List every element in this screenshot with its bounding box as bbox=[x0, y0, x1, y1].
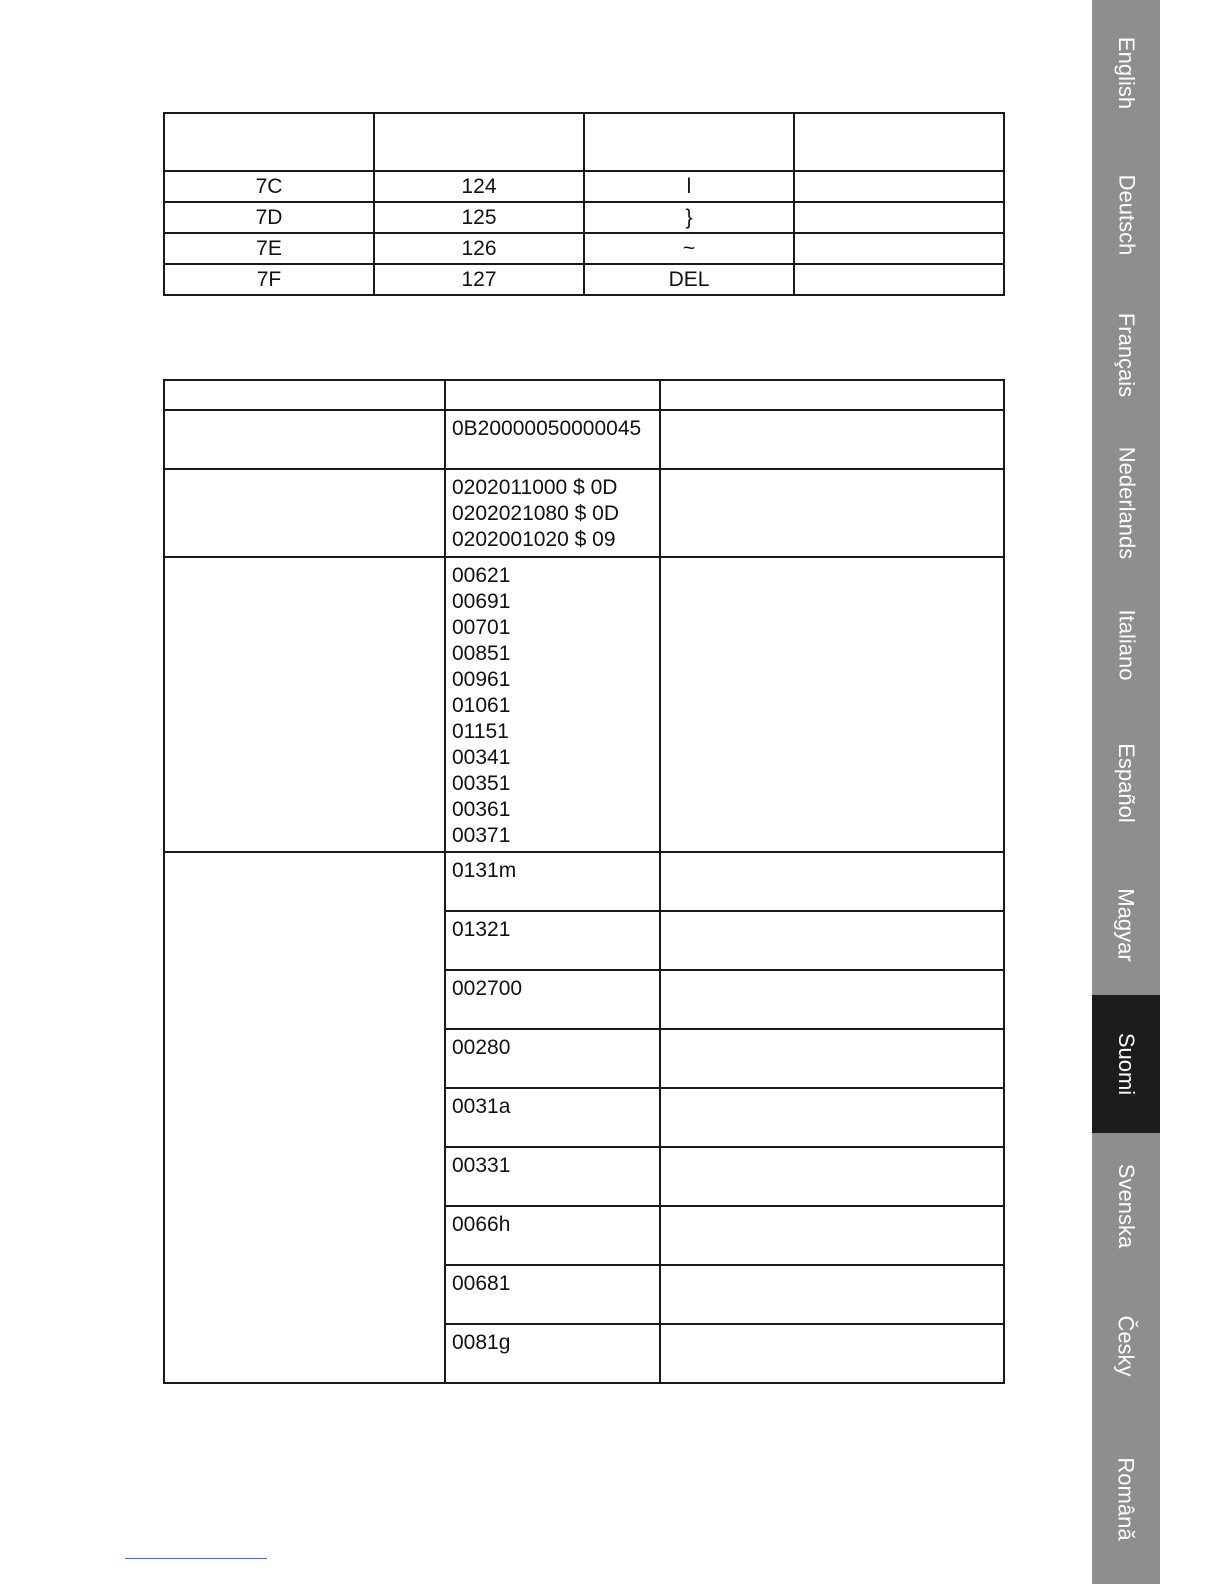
desc-cell bbox=[660, 469, 1004, 557]
table-row bbox=[164, 557, 1004, 852]
tab-label: Română bbox=[1114, 1456, 1139, 1541]
barcode-command-table bbox=[163, 379, 1005, 1384]
tab-label: Suomi bbox=[1113, 1032, 1139, 1096]
table-row bbox=[164, 171, 1004, 202]
header-cell bbox=[660, 380, 1004, 410]
dec-cell: 125 bbox=[374, 202, 584, 233]
code-line: 0202001020 $ 09 bbox=[452, 528, 616, 551]
code-line: 00621 bbox=[452, 564, 511, 587]
code-cell: 0031a bbox=[445, 1088, 660, 1147]
tab-label: English bbox=[1114, 36, 1139, 109]
tab-label: Nederlands bbox=[1114, 446, 1140, 559]
tab-francais[interactable] bbox=[1092, 285, 1160, 425]
footer-rule bbox=[125, 1558, 267, 1559]
tab-espanol[interactable] bbox=[1092, 710, 1160, 855]
desc-cell bbox=[660, 852, 1004, 911]
code-cell: 00681 bbox=[445, 1265, 660, 1324]
tab-label: Deutsch bbox=[1114, 174, 1139, 256]
tab-deutsch[interactable] bbox=[1092, 145, 1160, 285]
hex-cell: 7F bbox=[164, 264, 374, 295]
desc-cell bbox=[660, 1029, 1004, 1088]
table-row bbox=[164, 852, 1004, 911]
char-cell: l bbox=[584, 171, 794, 202]
tab-label: Español bbox=[1114, 742, 1140, 823]
code-line: 00961 bbox=[452, 668, 511, 691]
extra-cell bbox=[794, 264, 1004, 295]
code-line: 00371 bbox=[452, 824, 511, 847]
ascii-table bbox=[163, 112, 1005, 296]
code-line: 0202021080 $ 0D bbox=[452, 502, 619, 525]
table-row bbox=[164, 410, 1004, 469]
tab-cesky[interactable] bbox=[1092, 1278, 1160, 1413]
char-cell: DEL bbox=[584, 264, 794, 295]
desc-cell bbox=[660, 911, 1004, 970]
code-cell: 0131m bbox=[445, 852, 660, 911]
header-cell bbox=[584, 113, 794, 171]
header-cell bbox=[374, 113, 584, 171]
header-cell bbox=[164, 113, 374, 171]
desc-cell bbox=[660, 410, 1004, 469]
tab-magyar[interactable] bbox=[1092, 855, 1160, 995]
table-row bbox=[164, 264, 1004, 295]
desc-cell bbox=[660, 1265, 1004, 1324]
header-cell bbox=[164, 380, 445, 410]
code-line: 0B20000050000045 bbox=[452, 417, 642, 440]
code-cell: 00280 bbox=[445, 1029, 660, 1088]
tab-label: Česky bbox=[1114, 1314, 1139, 1377]
code-cell bbox=[445, 557, 660, 852]
desc-cell bbox=[660, 1206, 1004, 1265]
code-line: 00341 bbox=[452, 746, 511, 769]
table-row bbox=[164, 469, 1004, 557]
code-line: 00701 bbox=[452, 616, 511, 639]
desc-cell bbox=[660, 557, 1004, 852]
code-line: 0202011000 $ 0D bbox=[452, 476, 618, 499]
label-cell bbox=[164, 410, 445, 469]
code-cell bbox=[445, 410, 660, 469]
code-line: 01061 bbox=[452, 694, 511, 717]
tab-label: Français bbox=[1114, 312, 1140, 398]
code-cell: 01321 bbox=[445, 911, 660, 970]
code-cell bbox=[445, 469, 660, 557]
char-cell: } bbox=[584, 202, 794, 233]
code-cell: 00331 bbox=[445, 1147, 660, 1206]
code-line: 01151 bbox=[452, 720, 509, 743]
tab-suomi[interactable] bbox=[1092, 995, 1160, 1133]
code-cell: 002700 bbox=[445, 970, 660, 1029]
char-cell: ~ bbox=[584, 233, 794, 264]
tab-nederlands[interactable] bbox=[1092, 425, 1160, 580]
tab-svenska[interactable] bbox=[1092, 1133, 1160, 1278]
table-header-row bbox=[164, 113, 1004, 171]
table-header-row bbox=[164, 380, 1004, 410]
hex-cell: 7E bbox=[164, 233, 374, 264]
tab-english[interactable] bbox=[1092, 0, 1160, 145]
dec-cell: 126 bbox=[374, 233, 584, 264]
code-line: 00691 bbox=[452, 590, 511, 613]
label-cell bbox=[164, 852, 445, 1383]
desc-cell bbox=[660, 970, 1004, 1029]
code-cell: 0081g bbox=[445, 1324, 660, 1383]
label-cell bbox=[164, 469, 445, 557]
desc-cell bbox=[660, 1324, 1004, 1383]
desc-cell bbox=[660, 1088, 1004, 1147]
label-cell bbox=[164, 557, 445, 852]
dec-cell: 124 bbox=[374, 171, 584, 202]
header-cell bbox=[794, 113, 1004, 171]
tab-romana[interactable] bbox=[1092, 1413, 1160, 1584]
extra-cell bbox=[794, 233, 1004, 264]
code-cell: 0066h bbox=[445, 1206, 660, 1265]
language-sidebar bbox=[1092, 0, 1160, 1584]
header-cell bbox=[445, 380, 660, 410]
extra-cell bbox=[794, 202, 1004, 233]
tab-italiano[interactable] bbox=[1092, 580, 1160, 710]
code-line: 00851 bbox=[452, 642, 511, 665]
table-row bbox=[164, 233, 1004, 264]
hex-cell: 7D bbox=[164, 202, 374, 233]
extra-cell bbox=[794, 171, 1004, 202]
tab-label: Italiano bbox=[1114, 609, 1140, 681]
hex-cell: 7C bbox=[164, 171, 374, 202]
dec-cell: 127 bbox=[374, 264, 584, 295]
table-row bbox=[164, 202, 1004, 233]
tab-label: Magyar bbox=[1114, 888, 1140, 962]
code-line: 00361 bbox=[452, 798, 511, 821]
desc-cell bbox=[660, 1147, 1004, 1206]
tab-label: Svenska bbox=[1114, 1163, 1140, 1248]
code-line: 00351 bbox=[452, 772, 511, 795]
